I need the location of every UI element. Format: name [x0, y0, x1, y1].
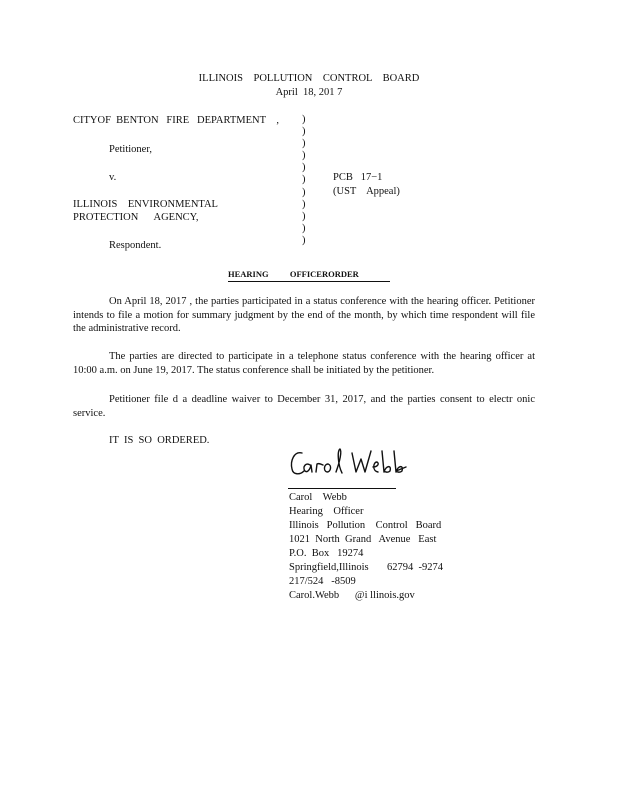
order-title-underline — [228, 281, 390, 282]
signature-line — [288, 488, 396, 489]
board-name: ILLINOIS POLLUTION CONTROL BOARD — [198, 73, 420, 84]
signer-title: Hearing Officer — [289, 506, 364, 517]
signer-organization: Illinois Pollution Control Board — [289, 520, 442, 531]
respondent-name-line1: ILLINOIS ENVIRONMENTAL — [73, 199, 218, 210]
order-title: HEARING OFFICERORDER — [228, 269, 359, 279]
petitioner-name: CITYOF BENTON FIRE DEPARTMENT , — [73, 115, 279, 126]
versus-label: v. — [109, 172, 117, 183]
signer-street: 1021 North Grand Avenue East — [289, 534, 437, 545]
petitioner-role: Petitioner, — [109, 144, 153, 155]
handwritten-signature — [288, 443, 418, 485]
case-number: PCB 17−1 — [333, 172, 383, 183]
signer-pobox: P.O. Box 19274 — [289, 548, 364, 559]
order-paragraph-1: On April 18, 2017 , the parties participated in a status conference with the hearing officer. Petitioner intends to file a motion for summary judgment by the end of the month, by which time respondent will file the administrative record. — [73, 296, 535, 334]
case-type: (UST Appeal) — [333, 186, 400, 197]
respondent-name-line2: PROTECTION AGENCY, — [73, 212, 199, 223]
order-paragraph-2: The parties are directed to participate in a telephone status conference with the hearing officer at 10:00 a.m. on June 19, 2017. The status conference shall be initiated by the petitioner. — [73, 351, 535, 376]
respondent-role: Respondent. — [109, 240, 162, 251]
caption-parentheses: ) ) ) ) ) ) ) ) ) ) ) — [302, 114, 306, 246]
signer-phone: 217/524 -8509 — [289, 576, 356, 587]
signer-city: Springfield,Illinois 62794 -9274 — [289, 562, 443, 573]
signer-email: Carol.Webb @i llinois.gov — [289, 590, 415, 601]
closing-statement: IT IS SO ORDERED. — [109, 435, 210, 446]
order-paragraph-3: Petitioner file d a deadline waiver to December 31, 2017, and the parties consent to electr onic service. — [73, 394, 535, 419]
signer-name: Carol Webb — [289, 492, 347, 503]
order-date: April 18, 201 7 — [275, 87, 343, 98]
